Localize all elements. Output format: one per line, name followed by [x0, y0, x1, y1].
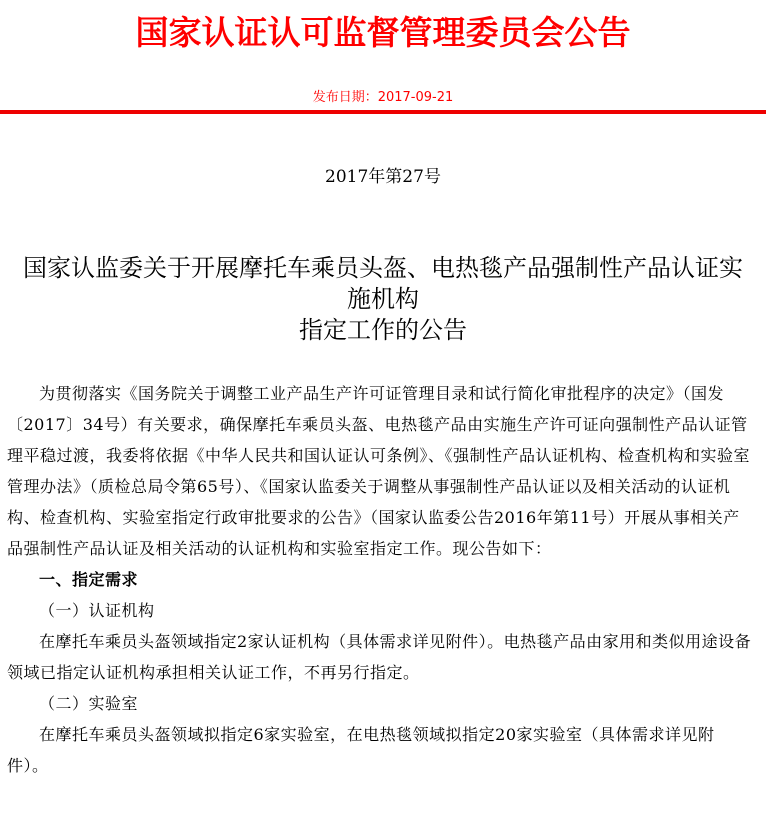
body-paragraph-laboratories: 在摩托车乘员头盔领域拟指定6家实验室，在电热毯领域拟指定20家实验室（具体需求详见附件）。	[7, 725, 715, 775]
document-heading	[17, 253, 749, 346]
section-heading-designation-demand: 一、指定需求	[39, 570, 139, 589]
document-body	[7, 378, 756, 781]
document-heading-line-2: 指定工作的公告	[299, 316, 467, 344]
announcement-header	[0, 13, 766, 114]
publish-date-line	[0, 89, 766, 106]
red-divider	[0, 110, 766, 114]
announcement-document	[0, 166, 766, 781]
body-paragraph-certification-bodies: 在摩托车乘员头盔领域指定2家认证机构（具体需求详见附件）。电热毯产品由家用和类似用途设备领域已指定认证机构承担相关认证工作，不再另行指定。	[7, 632, 752, 682]
subsection-heading-laboratories: （二）实验室	[39, 694, 139, 713]
document-heading-line-1: 国家认监委关于开展摩托车乘员头盔、电热毯产品强制性产品认证实施机构	[23, 254, 743, 313]
subsection-heading-certification-bodies: （一）认证机构	[39, 601, 155, 620]
publish-date-label: 发布日期：	[312, 90, 378, 105]
page-title: 国家认证认可监督管理委员会公告	[135, 13, 631, 52]
document-number: 2017年第27号	[325, 167, 441, 187]
publish-date-value: 2017-09-21	[377, 90, 454, 105]
body-paragraph-intro: 为贯彻落实《国务院关于调整工业产品生产许可证管理目录和试行简化审批程序的决定》（国发〔2017〕34号）有关要求，确保摩托车乘员头盔、电热毯产品由实施生产许可证向强制性产品认证管理平稳过渡，我委将依据《中华人民共和国认证认可条例》、《强制性产品认证机构、检查机构和实验室管理办法》（质检总局令第65号）、《国家认监委关于调整从事强制性产品认证以及相关活动的认证机构、检查机构、实验室指定行政审批要求的公告》（国家认监委公告2016年第11号）开展从事相关产品强制性产品认证及相关活动的认证机构和实验室指定工作。现公告如下：	[7, 384, 751, 558]
